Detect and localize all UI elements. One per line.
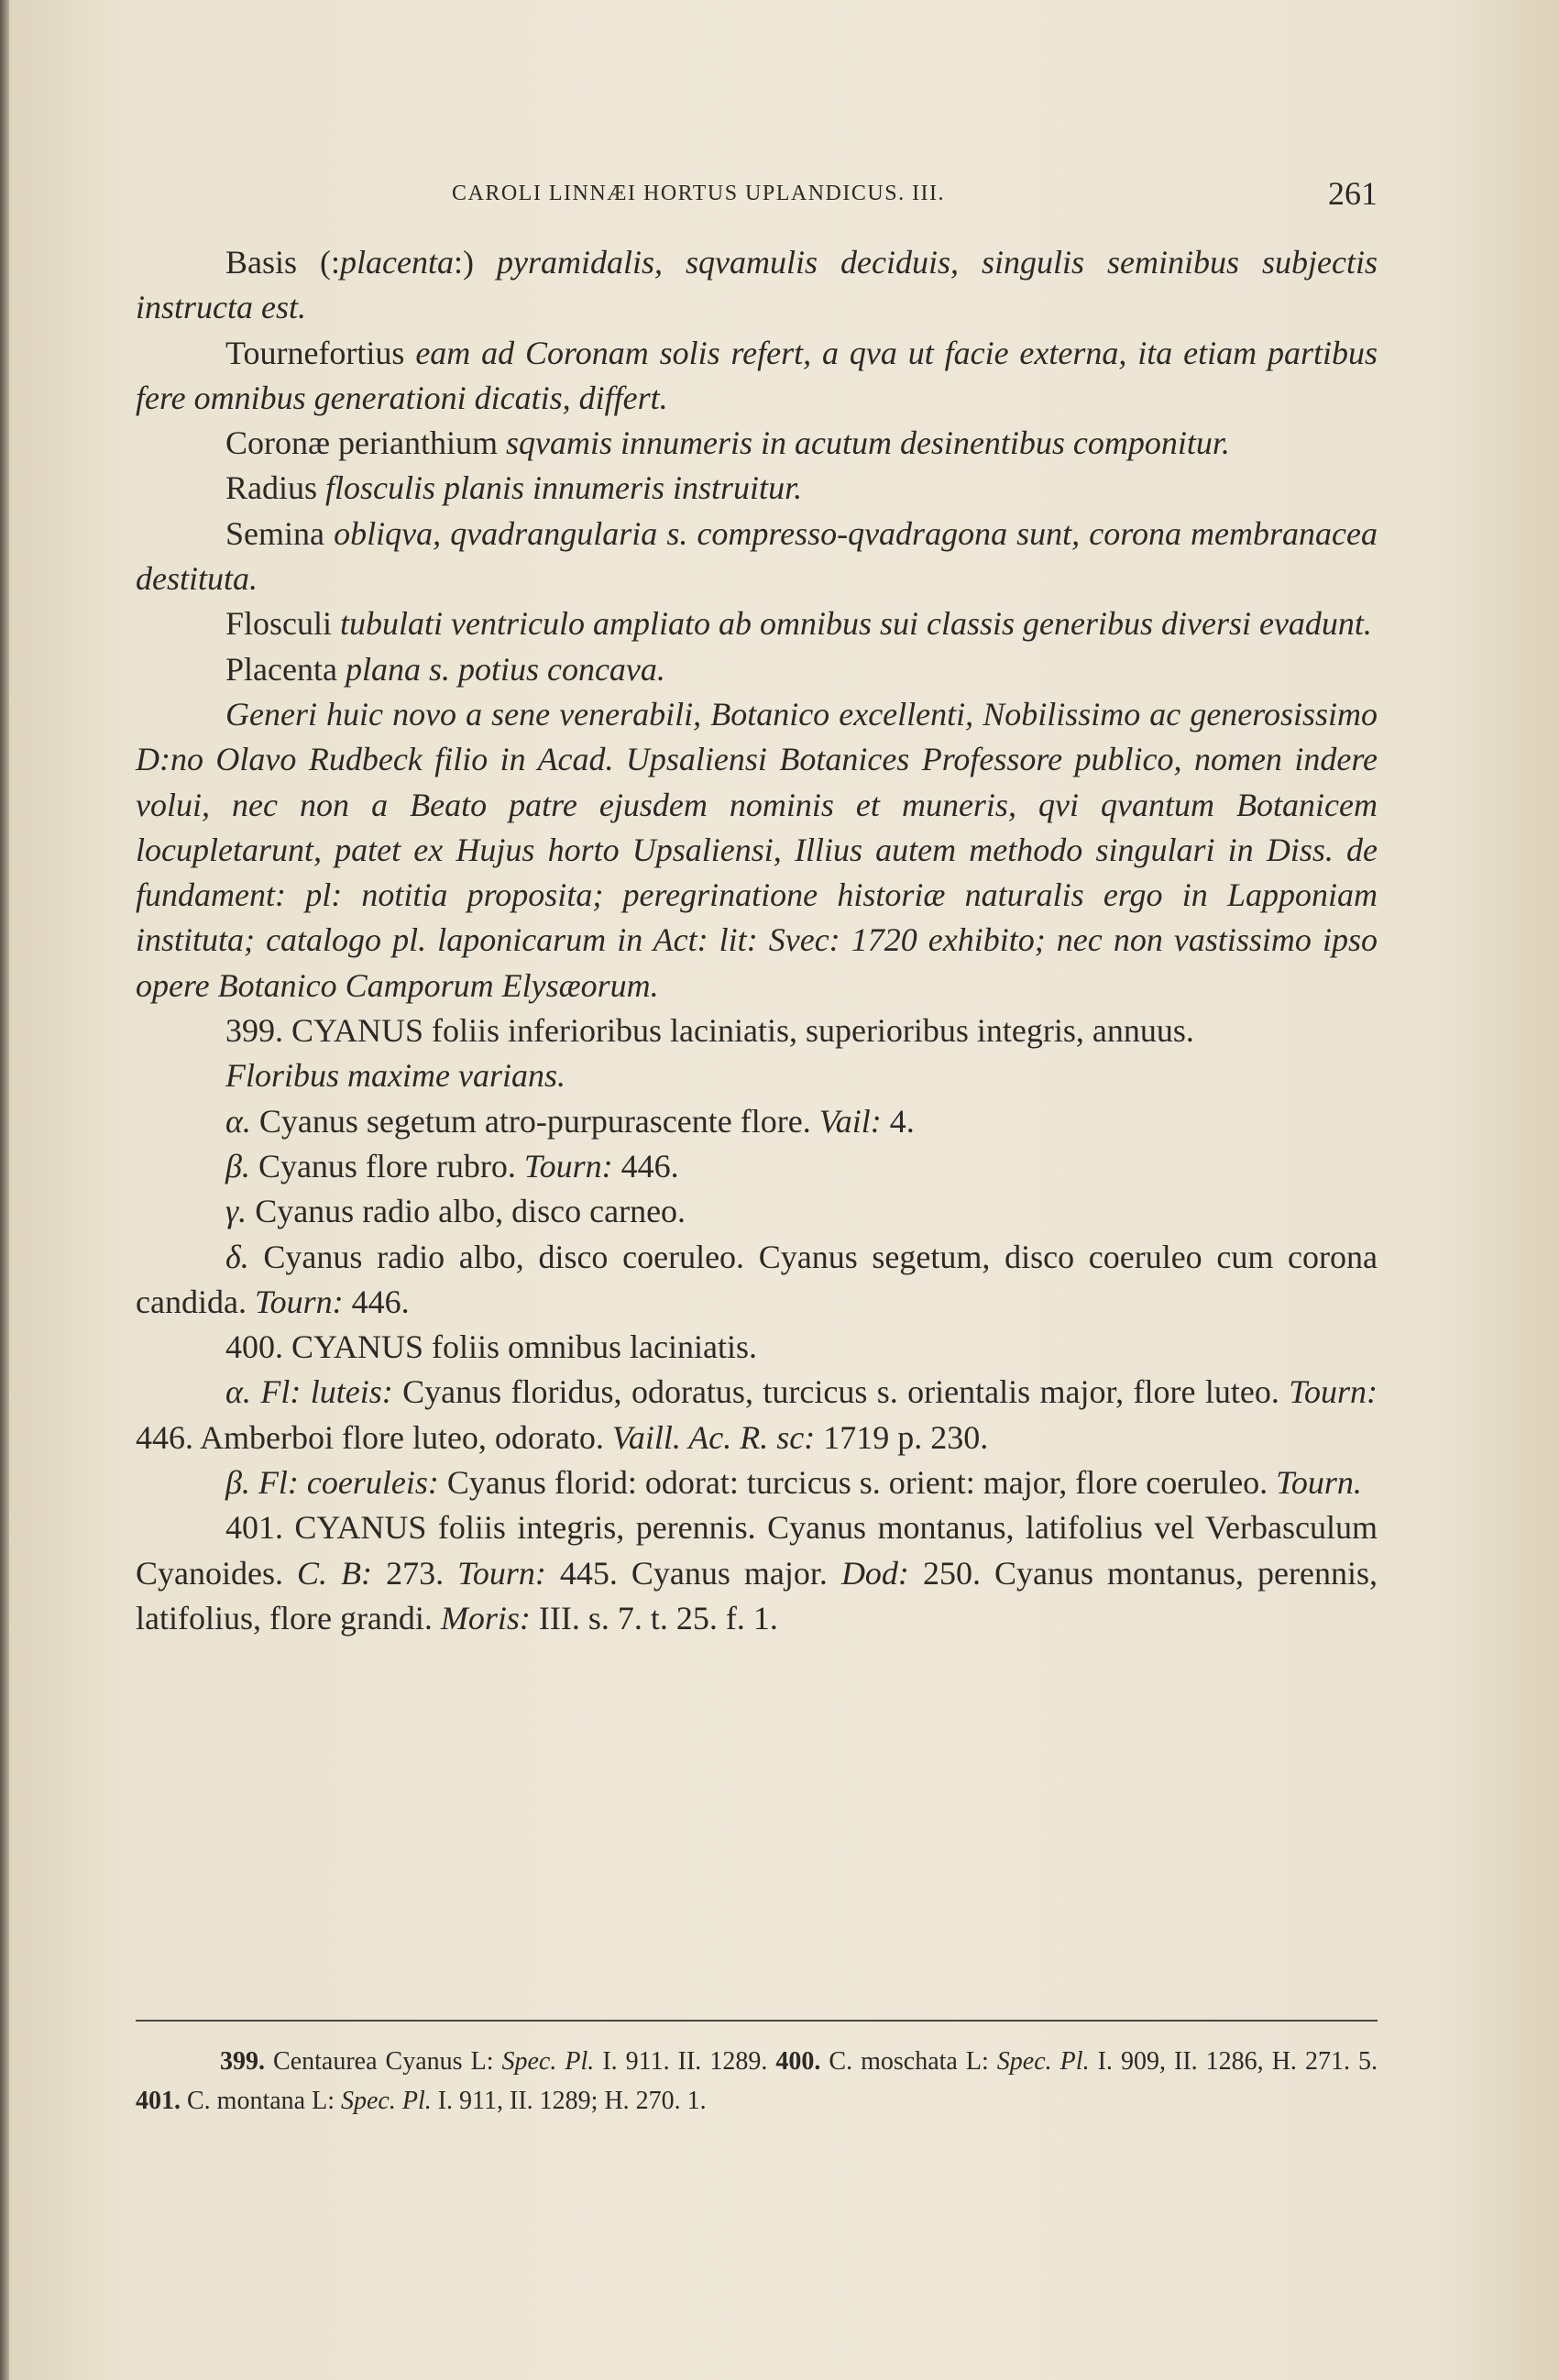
paragraph-semina <box>136 512 1378 602</box>
species-399-gamma <box>136 1189 1378 1234</box>
species-401 <box>136 1505 1378 1641</box>
paragraph-radius <box>136 466 1378 511</box>
footnote-part: C. montana L: <box>181 2087 341 2115</box>
species-italic: Tourn: <box>457 1554 546 1592</box>
paragraph-italic: tubulati ventriculo ampliato ab omnibus sui classis generibus diversi evadunt. <box>340 605 1372 643</box>
species-text: 1719 p. 230. <box>815 1418 989 1456</box>
paragraph-generi <box>136 692 1378 1008</box>
species-italic: Fl: coeruleis: <box>249 1464 439 1502</box>
paragraph-italic: sqvamis innumeris in acutum desinentibus componitur. <box>505 424 1230 462</box>
species-400-beta <box>136 1460 1378 1505</box>
species-text: 399. CYANUS foliis inferioribus laciniatis, superioribus integris, annuus. <box>225 1012 1194 1050</box>
species-400-alpha <box>136 1370 1378 1460</box>
species-italic: Moris: <box>440 1599 531 1636</box>
footnote-italic: Spec. Pl. <box>996 2047 1090 2076</box>
species-399-alpha <box>136 1099 1378 1144</box>
footnote-number: 401. <box>136 2087 181 2115</box>
species-italic: Floribus maxime varians. <box>225 1057 565 1095</box>
footnote-part: C. moschata L: <box>820 2047 997 2076</box>
body-text <box>136 240 1378 1641</box>
species-text: Cyanus radio albo, disco carneo. <box>247 1193 686 1230</box>
paragraph-italic: obliqva, qvadrangularia s. compresso-qvadragona sunt, corona membranacea destituta. <box>136 514 1378 598</box>
paragraph-text: Semina <box>225 514 335 552</box>
greek-letter: β. <box>225 1147 250 1184</box>
species-text: 446. <box>343 1283 410 1320</box>
greek-letter: α. <box>225 1373 251 1411</box>
footnotes <box>136 2042 1378 2121</box>
species-italic: Dod: <box>840 1554 909 1592</box>
paragraph-text: Coronæ perianthium <box>225 424 506 462</box>
species-italic: Tourn. <box>1276 1464 1362 1502</box>
paragraph-tournefortius <box>136 331 1378 422</box>
species-text: 4. <box>881 1102 915 1140</box>
footnote-part: Centaurea Cyanus L: <box>265 2047 502 2076</box>
greek-letter: γ. <box>225 1193 247 1230</box>
paragraph-italic: eam ad Coronam solis refert, a qva ut facie externa, ita etiam partibus fere omnibus generationi dicatis, differt. <box>136 334 1378 416</box>
footnote-number: 400. <box>775 2047 821 2076</box>
species-399-note <box>136 1053 1378 1098</box>
running-title: CAROLI LINNÆI HORTUS UPLANDICUS. III. <box>452 182 946 205</box>
paragraph-text: Radius <box>225 469 326 507</box>
page-number: 261 <box>1328 175 1378 212</box>
species-italic: C. B: <box>297 1554 373 1592</box>
footnote-italic: Spec. Pl. <box>501 2047 595 2076</box>
greek-letter: β. <box>225 1464 250 1502</box>
paragraph-text: Placenta <box>225 650 346 688</box>
footnote-part: I. 911. II. 1289. <box>594 2047 776 2076</box>
paragraph-text: Flosculi <box>225 605 341 643</box>
species-text: III. s. 7. t. 25. f. 1. <box>530 1599 778 1636</box>
species-italic: Tourn: <box>523 1147 613 1184</box>
paragraph-italic: placenta <box>340 244 454 281</box>
greek-letter: δ. <box>225 1238 249 1275</box>
paragraph-text: :) <box>453 244 497 281</box>
paragraph-text: Tournefortius <box>225 334 416 371</box>
footnote-part: I. 909, II. 1286, H. 271. 5. <box>1089 2047 1378 2076</box>
species-text: Cyanus segetum atro-purpurascente flore. <box>250 1102 819 1140</box>
species-text: 250. Cyanus montanus, perennis, latifolius, flore grandi. <box>136 1554 1378 1636</box>
footnote-part: I. 911, II. 1289; H. 270. 1. <box>431 2087 707 2115</box>
paragraph-text: Basis (: <box>225 244 341 281</box>
paragraph-italic: Generi huic novo a sene venerabili, Botanico excellenti, Nobilissimo ac generosissimo D:no Olavo Rudbeck filio in Acad. Upsaliensi Botanices Professore publico, nomen indere volui, nec non a Beato patre ejusdem nominis et muneris, qvi qvantum Botanicem locupletarunt, patet ex Hujus horto Upsaliensi, Illius autem methodo singulari in Diss. de fundament: pl: notitia proposita; peregrinatione historiæ naturalis ergo in Lapponiam instituta; catalogo pl. laponicarum in Act: lit: Svec: 1720 exhibito; nec non vastissimo ipso opere Botanico Camporum Elysæorum. <box>136 695 1378 1004</box>
species-text: 273. <box>372 1554 458 1592</box>
species-italic: Fl: luteis: <box>250 1373 393 1411</box>
paragraph-italic: plana s. potius concava. <box>345 650 665 688</box>
footnote-divider <box>136 2020 1378 2022</box>
footnote-italic: Spec. Pl. <box>340 2087 432 2115</box>
species-text: 401. CYANUS foliis integris, perennis. Cyanus montanus, latifolius vel Verbasculum Cyanoides. <box>136 1509 1378 1592</box>
species-text: 400. CYANUS foliis omnibus laciniatis. <box>225 1328 758 1366</box>
page-spine-shadow <box>0 0 9 2380</box>
species-text: 445. Cyanus major. <box>545 1554 841 1592</box>
species-399 <box>136 1008 1378 1053</box>
paragraph-flosculi <box>136 601 1378 646</box>
species-text: Cyanus floridus, odoratus, turcicus s. orientalis major, flore luteo. <box>392 1373 1290 1411</box>
species-400 <box>136 1325 1378 1370</box>
species-italic: Tourn: <box>254 1283 344 1320</box>
species-text: Cyanus radio albo, disco coeruleo. Cyanus segetum, disco coeruleo cum corona candida. <box>136 1238 1378 1320</box>
greek-letter: α. <box>225 1102 251 1140</box>
species-italic: Vail: <box>818 1102 882 1140</box>
page-header <box>136 174 1378 220</box>
species-text: Cyanus flore rubro. <box>249 1147 524 1184</box>
species-text: 446. Amberboi flore luteo, odorato. <box>136 1418 612 1456</box>
paragraph-italic: pyramidalis, sqvamulis deciduis, singulis seminibus subjectis instructa est. <box>136 244 1378 326</box>
paragraph-italic: flosculis planis innumeris instruitur. <box>325 469 803 507</box>
species-399-delta <box>136 1235 1378 1326</box>
paragraph-coronae <box>136 421 1378 466</box>
species-399-beta <box>136 1144 1378 1189</box>
footnote-number: 399. <box>220 2047 265 2076</box>
paragraph-basis <box>136 240 1378 331</box>
footnote-text <box>136 2042 1378 2121</box>
species-text: 446. <box>612 1147 679 1184</box>
species-italic: Vaill. Ac. R. sc: <box>611 1418 816 1456</box>
species-italic: Tourn: <box>1289 1373 1378 1411</box>
paragraph-placenta <box>136 647 1378 692</box>
species-text: Cyanus florid: odorat: turcicus s. orient: major, flore coeruleo. <box>438 1464 1277 1502</box>
